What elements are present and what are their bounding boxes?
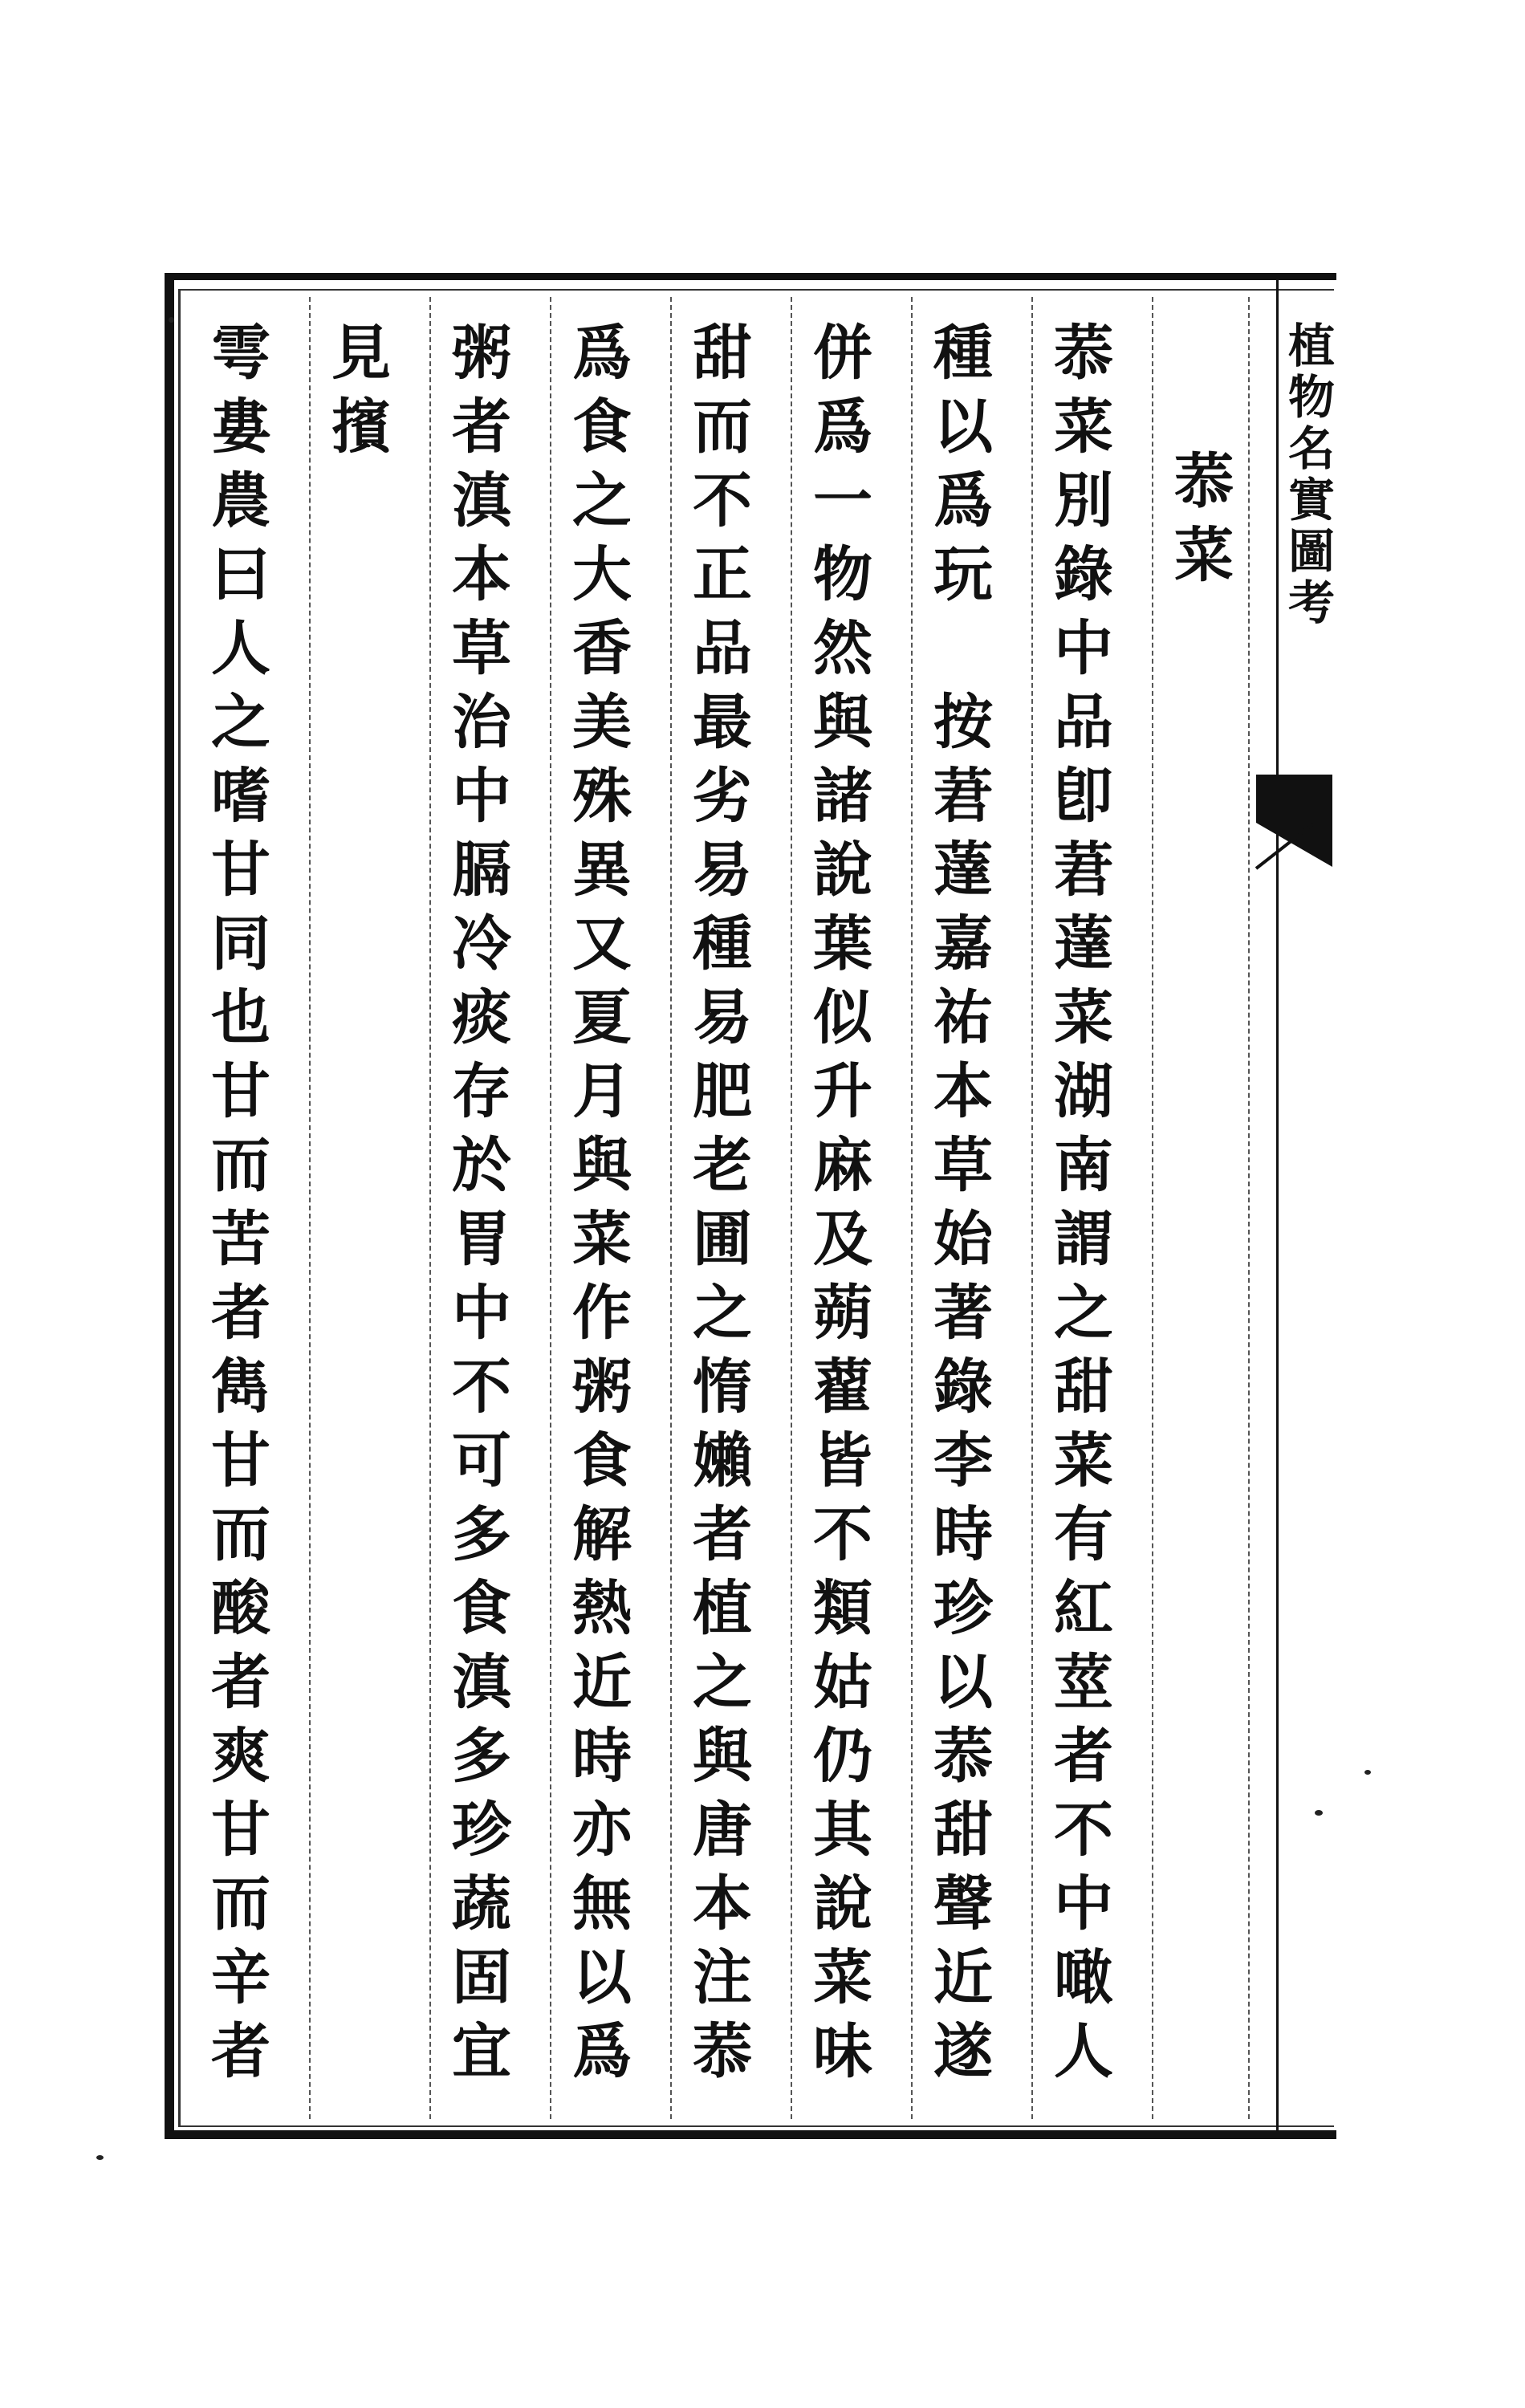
column-rule [1152, 297, 1153, 2119]
scan-speck [169, 317, 174, 323]
text-column-2: 種以爲玩 按莙薘嘉祐本草始著錄李時珍以菾甜聲近遂 [924, 321, 993, 2093]
fishtail-mark [1256, 775, 1332, 867]
column-rule [550, 297, 551, 2119]
scan-speck [1364, 1770, 1371, 1775]
text-column-6: 粥者滇本草治中膈冷痰存於胃中不可多食滇多珍蔬固宜 [442, 321, 511, 2093]
text-column-1: 菾菜別錄中品卽莙薘菜湖南謂之甜菜有紅莖者不中噉人 [1044, 321, 1113, 2093]
fold-column-title: 植物名實圖考 [1280, 321, 1335, 629]
column-rule [429, 297, 431, 2119]
column-rule [1031, 297, 1033, 2119]
scan-speck [1315, 1810, 1323, 1816]
text-column-7: 見擯 [322, 321, 391, 469]
entry-heading: 菾菜 [1165, 449, 1234, 597]
text-column-5: 爲食之大香美殊異又夏月與菜作粥食解熱近時亦無以爲 [563, 321, 632, 2093]
column-rule [670, 297, 672, 2119]
scan-speck [96, 2155, 104, 2160]
column-rule [911, 297, 913, 2119]
text-column-4: 甜而不正品最劣易種易肥老圃之惰嬾者植之與唐本注菾 [683, 321, 752, 2093]
column-rule [1248, 297, 1250, 2119]
text-column-3: 併爲一物然與諸說葉似升麻及蒴藋皆不類姑仍其說菜味 [803, 321, 872, 2093]
column-rule [309, 297, 311, 2119]
column-rule [791, 297, 792, 2119]
inner-frame [178, 289, 1334, 2127]
text-column-8: 雩婁農曰人之嗜甘同也甘而苦者雋甘而酸者爽甘而辛者 [201, 321, 270, 2093]
